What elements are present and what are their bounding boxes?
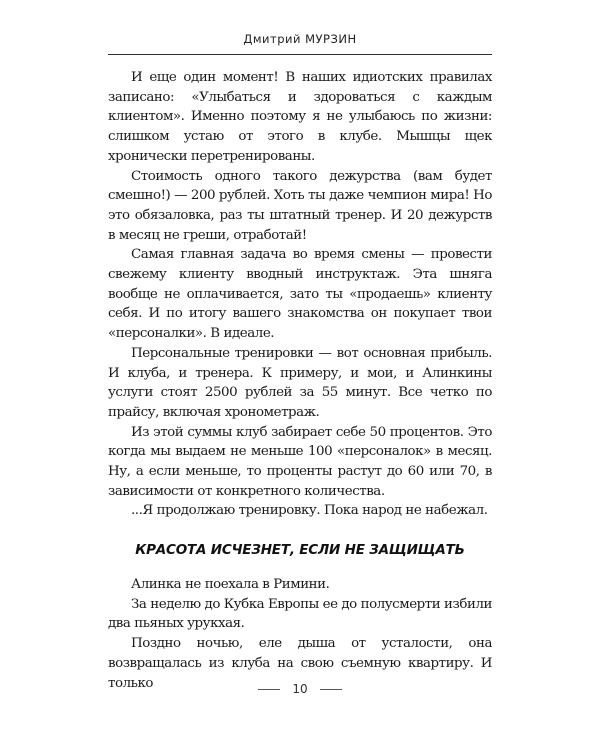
paragraph: И еще один момент! В наших идиотских правилах записано: «Улыбаться и здороваться с каждым клиентом». Именно поэтому я не улыбаюсь по жизни: слишком устаю от этого в клубе. Мышцы щек хронически перетренированы. [108,70,492,164]
folio-dash-right [320,689,342,690]
page-footer [0,682,600,696]
header-rule [108,54,492,55]
folio-dash-left [258,689,280,690]
running-header-author: Дмитрий МУРЗИН [243,32,357,46]
main-text [108,68,492,521]
paragraph: Из этой суммы клуб забирает себе 50 процентов. Это когда мы выдаем не меньше 100 «персоналок» в месяц. Ну, а если меньше, то проценты растут до 60 или 70, в зависимости от конкретного количества. [108,424,492,499]
paragraph: Самая главная задача во время смены — провести свежему клиенту вводный инструктаж. Эта шняга вообще не оплачивается, зато ты «продаешь» клиенту себя. И по итогу вашего знакомства он покупает твои «персоналки». В идеале. [108,247,492,342]
section-heading: КРАСОТА ИСЧЕЗНЕТ, ЕСЛИ НЕ ЗАЩИЩАТЬ [135,542,465,558]
paragraph: Алинка не поехала в Римини. [131,577,330,592]
page-number: 10 [292,682,308,696]
section-text [108,575,492,693]
paragraph: Стоимость одного такого дежурства (вам будет смешно!) — 200 рублей. Хоть ты даже чемпион мира! Но это обязаловка, раз ты штатный тренер. И 20 дежурств в месяц не греши, отработай! [108,168,492,243]
paragraph: За неделю до Кубка Европы ее до полусмерти избили два пьяных урукхая. [108,596,492,632]
paragraph: Персональные тренировки — вот основная прибыль. И клуба, и тренера. К примеру, и мои, и Алинкины услуги стоят 2500 рублей за 55 минут. Все четко по прайсу, включая хронометраж. [108,345,492,420]
paragraph: Поздно ночью, еле дыша от усталости, она возвращалась из клуба на свою съемную квартиру. И только [108,636,492,691]
paragraph: ...Я продолжаю тренировку. Пока народ не набежал. [131,503,488,519]
